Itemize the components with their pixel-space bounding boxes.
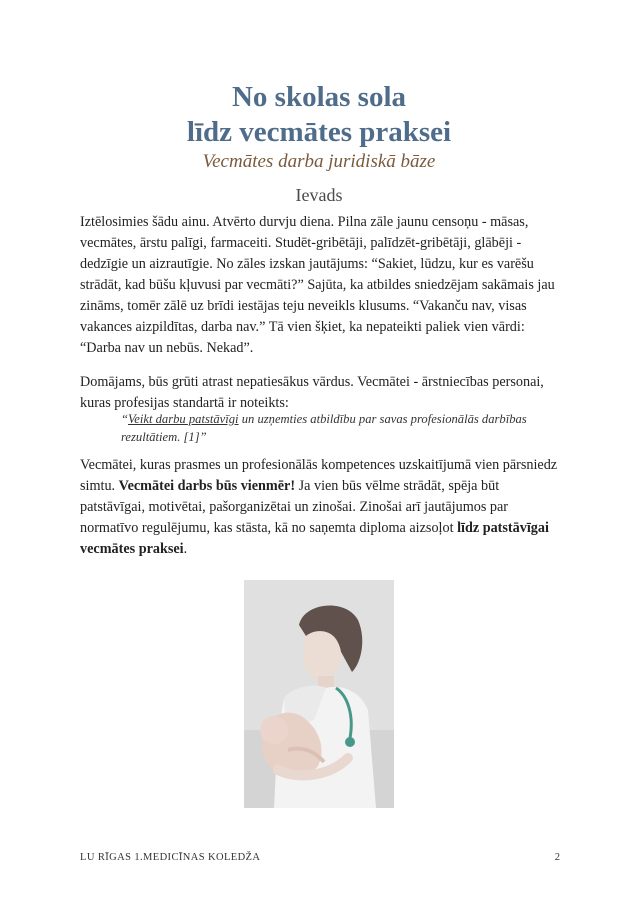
title-line-1: No skolas sola <box>231 81 407 113</box>
section-heading: Ievads <box>295 185 343 205</box>
midwife-with-newborn-illustration <box>244 580 394 808</box>
page-number: 2 <box>554 852 560 863</box>
quote-rest: un uzņemties atbildību par savas profesionālās darbības rezultātiem. [1]” <box>121 412 527 444</box>
quote-open: “ <box>121 412 129 426</box>
subtitle: Vecmātes darba juridiskā bāze <box>202 151 436 172</box>
quote-underlined-text: Veikt darbu patstāvīgi <box>128 412 239 426</box>
p3-bold-independent-practice: līdz patstāvīgai vecmātes praksei <box>80 520 549 557</box>
paragraph-standard: Domājams, būs grūti atrast nepatiesākus vārdus. Vecmātei - ārstniecības personai, kuras profesijas standartā ir noteikts: <box>80 374 544 411</box>
paragraph-intro: Iztēlosimies šādu ainu. Atvērto durvju diena. Pilna zāle jaunu censoņu - māsas, vecmātes, ārstu palīgi, farmaceiti. Studēt-gribētāji, palīdzēt-gribētāji, glābēji - dedzīgie un aizrautīgie. No zāles izskan jautājums: “Sakiet, lūdzu, kur es varēšu strādāt, kad būšu kļuvusi par vecmāti?” Sajūta, ka atbildes sniedzējam sakāmais jau zināms, tomēr zālē uz brīdi iestājas teju neveikls klusums. “Vakanču nav, visas vakances aizpildītas, darba nav.” Tā vien šķiet, ka nepateikti paliek vien vārdi: “Darba nav un nebūs. Nekad”. <box>80 214 555 356</box>
footer-institution: LU RĪGAS 1.MEDICĪNAS KOLEDŽA <box>80 852 261 863</box>
p3-part2: Ja vien būs vēlme strādāt, spēja būt patstāvīgai, motivētai, pašorganizētai un zinošai. Zinošai arī jautājumos par normatīvo regulējumu, kas stāsta, kā no saņemta diploma aizsoļot <box>80 478 509 536</box>
page-title <box>0 80 638 150</box>
paragraph-midwife-work <box>80 455 560 560</box>
p3-part3: . <box>183 541 188 557</box>
p3-bold-work-always: Vecmātei darbs būs vienmēr! <box>118 478 296 494</box>
title-line-2: līdz vecmātes praksei <box>186 116 452 148</box>
standard-quote <box>121 410 561 446</box>
p3-part1: Vecmātei, kuras prasmes un profesionālās kompetences uzskaitījumā vien pārsniedz simtu. <box>80 457 558 494</box>
